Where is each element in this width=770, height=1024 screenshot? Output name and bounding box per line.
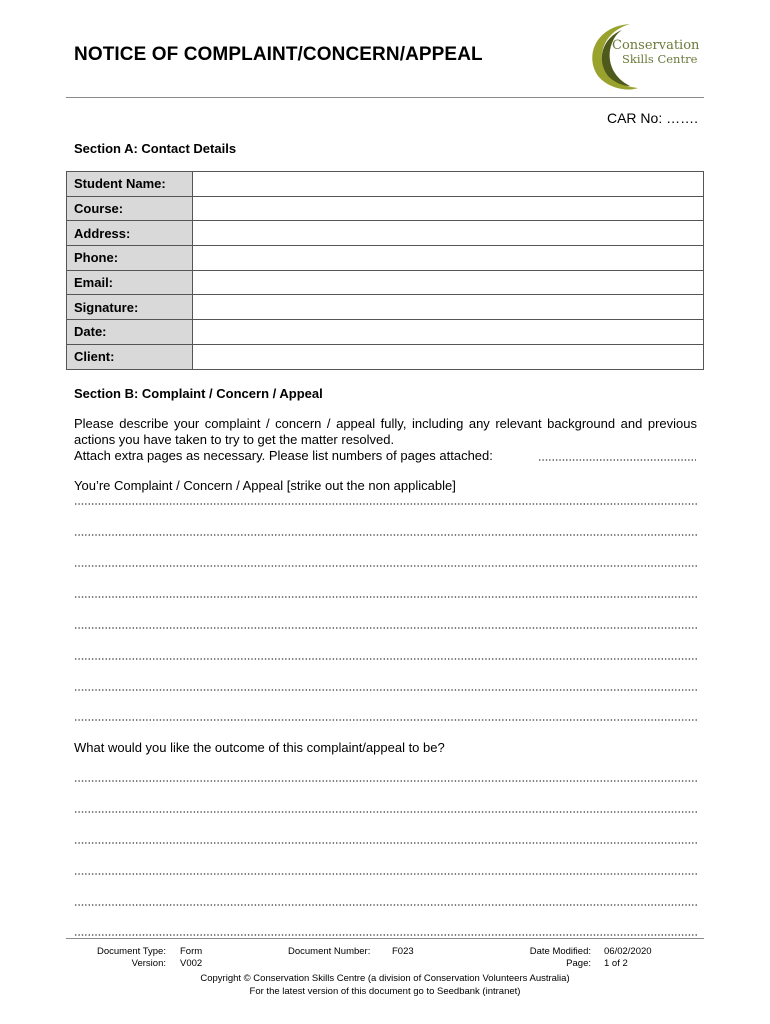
outcome-prompt: What would you like the outcome of this complaint/appeal to be? — [74, 740, 445, 755]
complaint-prompt: You’re Complaint / Concern / Appeal [strike out the non applicable] — [74, 478, 456, 493]
car-number: CAR No: ……. — [606, 110, 698, 126]
footer-labels-right — [480, 946, 591, 970]
footer-labels-left — [66, 946, 166, 970]
table-row — [67, 270, 704, 295]
writing-line[interactable] — [74, 719, 697, 721]
table-row — [67, 344, 704, 369]
client-label: Client: — [67, 344, 193, 369]
writing-line[interactable] — [74, 658, 697, 660]
writing-line[interactable] — [74, 627, 697, 629]
footer-divider — [66, 938, 704, 939]
header-divider — [66, 97, 704, 98]
section-b-heading: Section B: Complaint / Concern / Appeal — [74, 386, 323, 401]
writing-line[interactable] — [74, 842, 697, 844]
phone-field[interactable] — [193, 246, 704, 271]
date-modified-label: Date Modified: — [529, 946, 591, 957]
page-number: 1 of 2 — [604, 958, 628, 969]
course-label: Course: — [67, 196, 193, 221]
contact-details-table — [66, 171, 704, 370]
signature-label: Signature: — [67, 295, 193, 320]
instructions-paragraph: Please describe your complaint / concern / appeal fully, including any relevant background and previous actions you have taken to try to get the matter resolved. — [74, 416, 697, 447]
page-title: NOTICE OF COMPLAINT/CONCERN/APPEAL — [74, 44, 483, 65]
table-row — [67, 246, 704, 271]
writing-line[interactable] — [74, 873, 697, 875]
student-name-label: Student Name: — [67, 172, 193, 197]
version-value: V002 — [180, 958, 203, 969]
doc-number-value: F023 — [392, 946, 414, 957]
date-field[interactable] — [193, 320, 704, 345]
date-label: Date: — [67, 320, 193, 345]
table-row — [67, 295, 704, 320]
writing-line[interactable] — [74, 934, 697, 936]
writing-line[interactable] — [74, 596, 697, 598]
writing-line[interactable] — [74, 565, 697, 567]
version-label: Version: — [131, 958, 166, 969]
writing-line[interactable] — [74, 534, 697, 536]
latest-version-notice: For the latest version of this document go to Seedbank (intranet) — [249, 986, 521, 997]
page-label: Page: — [566, 958, 591, 969]
writing-line[interactable] — [74, 780, 697, 782]
date-modified-value: 06/02/2020 — [604, 946, 652, 957]
email-label: Email: — [67, 270, 193, 295]
table-row — [67, 221, 704, 246]
pages-attached-line[interactable] — [538, 459, 696, 461]
writing-line[interactable] — [74, 904, 697, 906]
writing-line[interactable] — [74, 811, 697, 813]
email-field[interactable] — [193, 270, 704, 295]
section-a-heading: Section A: Contact Details — [74, 141, 237, 156]
signature-field[interactable] — [193, 295, 704, 320]
client-field[interactable] — [193, 344, 704, 369]
address-field[interactable] — [193, 221, 704, 246]
writing-line[interactable] — [74, 503, 697, 505]
table-row — [67, 320, 704, 345]
student-name-field[interactable] — [193, 172, 704, 197]
logo-text-line2: Skills Centre — [622, 52, 698, 66]
table-row — [67, 196, 704, 221]
footer-values-left — [180, 946, 202, 970]
table-row — [67, 172, 704, 197]
copyright-notice: Copyright © Conservation Skills Centre (a division of Conservation Volunteers Australia) — [200, 973, 570, 984]
doc-type-value: Form — [180, 946, 203, 957]
doc-number-label: Document Number: — [288, 946, 371, 957]
attach-pages-instruction: Attach extra pages as necessary. Please list numbers of pages attached: — [74, 448, 493, 463]
logo-text-line1: Conservation — [612, 38, 700, 53]
writing-line[interactable] — [74, 689, 697, 691]
course-field[interactable] — [193, 196, 704, 221]
doc-type-label: Document Type: — [96, 946, 166, 957]
phone-label: Phone: — [67, 246, 193, 271]
footer-values-right — [604, 946, 652, 970]
address-label: Address: — [67, 221, 193, 246]
